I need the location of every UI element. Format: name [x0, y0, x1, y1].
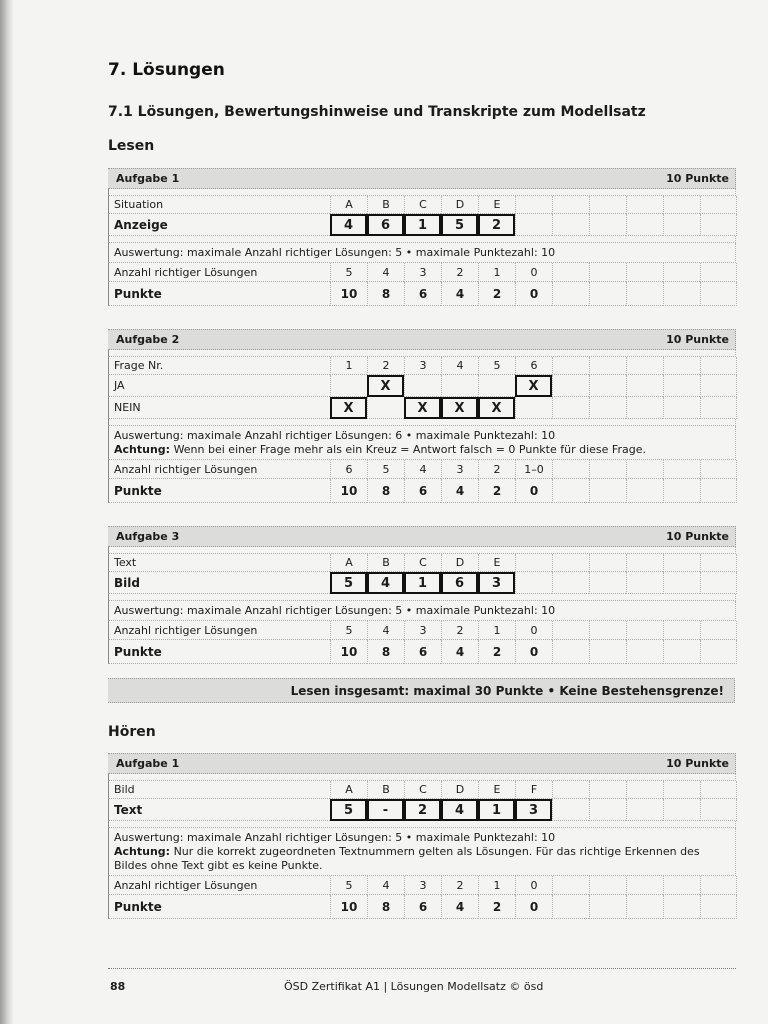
grid-cell	[515, 554, 552, 572]
task-header	[108, 753, 736, 774]
grid-cell	[626, 282, 663, 306]
grid-cell: 4	[441, 357, 478, 375]
grid-cell	[515, 196, 552, 214]
grid-cell	[552, 214, 589, 236]
grid-cell	[663, 282, 700, 306]
spacer	[108, 236, 736, 243]
grid-cell	[589, 479, 626, 503]
scoring-note: Auswertung: maximale Anzahl richtiger Lösungen: 5 • maximale Punktezahl: 10	[108, 601, 736, 621]
grid-cell: D	[441, 196, 478, 214]
grid-cell: 4	[367, 263, 404, 282]
grid-cell	[700, 895, 737, 919]
grid-cell	[663, 214, 700, 236]
grid-cell	[552, 781, 589, 799]
grid-cell: E	[478, 554, 515, 572]
grid-cell	[700, 460, 737, 479]
answer-grid	[108, 781, 736, 799]
grid-cell	[626, 781, 663, 799]
grid-cell: 8	[367, 895, 404, 919]
answer-box: 4	[330, 214, 367, 236]
hoeren-aufgabe-1	[108, 753, 736, 919]
scoring-grid	[108, 640, 736, 664]
grid-cell: 4	[441, 640, 478, 664]
grid-cell: B	[367, 554, 404, 572]
grid-cell	[552, 895, 589, 919]
answer-box: -	[367, 799, 404, 821]
answer-box: 6	[367, 214, 404, 236]
grid-cell	[663, 263, 700, 282]
grid-cell	[552, 799, 589, 821]
grid-cell	[663, 196, 700, 214]
grid-cell	[700, 554, 737, 572]
grid-cell	[663, 479, 700, 503]
grid-cell	[589, 214, 626, 236]
spacer	[108, 547, 736, 554]
grid-cell: 6	[404, 640, 441, 664]
grid-cell: 10	[330, 479, 367, 503]
grid-cell: 4	[404, 460, 441, 479]
grid-cell: 8	[367, 479, 404, 503]
grid-cell	[478, 375, 515, 397]
grid-cell	[552, 621, 589, 640]
answer-box: 3	[515, 799, 552, 821]
row-label: Anzahl richtiger Lösungen	[108, 460, 330, 479]
grid-cell	[663, 397, 700, 419]
grid-cell: 8	[367, 282, 404, 306]
row-label: NEIN	[108, 397, 330, 419]
summary-text: Lesen insgesamt: maximal 30 Punkte • Keine Bestehensgrenze!	[290, 683, 724, 698]
warning-line	[114, 845, 730, 873]
grid-cell	[663, 572, 700, 594]
scoring-grid	[108, 263, 736, 282]
grid-cell: 3	[404, 621, 441, 640]
grid-cell: 3	[441, 460, 478, 479]
grid-cell	[552, 479, 589, 503]
warning-label: Achtung:	[114, 443, 171, 456]
grid-cell: 2	[478, 460, 515, 479]
grid-cell	[663, 621, 700, 640]
task-header	[108, 329, 736, 350]
grid-cell	[700, 876, 737, 895]
scoring-note-line: Auswertung: maximale Anzahl richtiger Lösungen: 6 • maximale Punktezahl: 10	[114, 429, 556, 442]
grid-cell	[367, 397, 404, 419]
grid-cell	[626, 196, 663, 214]
row-label: Text	[108, 799, 330, 821]
grid-cell: 6	[404, 282, 441, 306]
grid-cell: 5	[330, 263, 367, 282]
row-label: Frage Nr.	[108, 357, 330, 375]
row-label: Anzahl richtiger Lösungen	[108, 876, 330, 895]
answer-grid	[108, 196, 736, 214]
spacer	[108, 774, 736, 781]
grid-cell	[663, 554, 700, 572]
grid-cell: 10	[330, 895, 367, 919]
grid-cell	[589, 895, 626, 919]
scoring-note	[108, 426, 736, 460]
grid-cell	[589, 375, 626, 397]
grid-cell: B	[367, 196, 404, 214]
grid-cell	[700, 196, 737, 214]
spacer	[108, 419, 736, 426]
grid-cell: C	[404, 196, 441, 214]
scoring-grid	[108, 895, 736, 919]
answer-box: 4	[367, 572, 404, 594]
grid-cell	[589, 876, 626, 895]
warning-text: Nur die korrekt zugeordneten Textnummern gelten als Lösungen. Für das richtige Erkennen des Bildes ohne Text gibt es keine Punkte.	[114, 845, 700, 872]
grid-cell: 4	[441, 282, 478, 306]
grid-cell	[626, 375, 663, 397]
grid-cell: 4	[367, 876, 404, 895]
answer-grid	[108, 397, 736, 419]
grid-cell: 5	[367, 460, 404, 479]
grid-cell	[626, 640, 663, 664]
page-number: 88	[110, 980, 126, 993]
lesen-aufgabe-3	[108, 526, 736, 664]
grid-cell: 6	[515, 357, 552, 375]
answer-grid	[108, 214, 736, 236]
task-title: Aufgabe 1	[116, 757, 180, 770]
grid-cell	[515, 214, 552, 236]
grid-cell: 2	[441, 621, 478, 640]
grid-cell: 2	[441, 876, 478, 895]
grid-cell: 0	[515, 282, 552, 306]
row-label: Punkte	[108, 640, 330, 664]
grid-cell	[663, 460, 700, 479]
grid-cell	[700, 479, 737, 503]
answer-grid	[108, 357, 736, 375]
grid-cell	[626, 895, 663, 919]
row-label: Bild	[108, 572, 330, 594]
grid-cell	[404, 375, 441, 397]
row-label: Bild	[108, 781, 330, 799]
grid-cell	[626, 799, 663, 821]
grid-cell	[552, 357, 589, 375]
grid-cell: 1–0	[515, 460, 552, 479]
grid-cell	[663, 375, 700, 397]
answer-box: X	[367, 375, 404, 397]
scoring-note	[108, 828, 736, 876]
grid-cell: 6	[404, 479, 441, 503]
grid-cell	[663, 781, 700, 799]
grid-cell: 2	[367, 357, 404, 375]
grid-cell: 5	[478, 357, 515, 375]
task-header	[108, 168, 736, 189]
answer-box: X	[441, 397, 478, 419]
grid-cell: 2	[478, 479, 515, 503]
grid-cell	[700, 781, 737, 799]
grid-cell: F	[515, 781, 552, 799]
grid-cell	[626, 460, 663, 479]
grid-cell	[552, 876, 589, 895]
grid-cell: 1	[478, 876, 515, 895]
grid-cell: 2	[441, 263, 478, 282]
grid-cell	[552, 397, 589, 419]
grid-cell	[515, 572, 552, 594]
task-points: 10 Punkte	[666, 172, 729, 185]
row-label: Punkte	[108, 479, 330, 503]
lesen-summary-bar	[108, 678, 735, 703]
answer-box: 1	[404, 572, 441, 594]
grid-cell	[700, 357, 737, 375]
row-label: Text	[108, 554, 330, 572]
spacer	[108, 594, 736, 601]
grid-cell: 0	[515, 479, 552, 503]
grid-cell	[589, 781, 626, 799]
warning-label: Achtung:	[114, 845, 171, 858]
answer-box: X	[515, 375, 552, 397]
grid-cell	[700, 572, 737, 594]
grid-cell: 10	[330, 640, 367, 664]
subchapter-title: 7.1 Lösungen, Bewertungshinweise und Transkripte zum Modellsatz	[108, 104, 646, 120]
grid-cell: 5	[330, 876, 367, 895]
scoring-grid	[108, 460, 736, 479]
grid-cell: 0	[515, 876, 552, 895]
task-title: Aufgabe 1	[116, 172, 180, 185]
grid-cell: 1	[478, 263, 515, 282]
grid-cell: 2	[478, 640, 515, 664]
grid-cell	[589, 640, 626, 664]
row-label: Anzahl richtiger Lösungen	[108, 263, 330, 282]
grid-cell	[626, 357, 663, 375]
scoring-note: Auswertung: maximale Anzahl richtiger Lösungen: 5 • maximale Punktezahl: 10	[108, 243, 736, 263]
grid-cell: D	[441, 554, 478, 572]
grid-cell: B	[367, 781, 404, 799]
grid-cell	[626, 876, 663, 895]
grid-cell: 6	[330, 460, 367, 479]
answer-grid	[108, 554, 736, 572]
scoring-note-line: Auswertung: maximale Anzahl richtiger Lösungen: 5 • maximale Punktezahl: 10	[114, 831, 556, 844]
row-label: Punkte	[108, 282, 330, 306]
grid-cell	[589, 282, 626, 306]
grid-cell	[700, 640, 737, 664]
grid-cell: D	[441, 781, 478, 799]
grid-cell: 10	[330, 282, 367, 306]
answer-grid	[108, 375, 736, 397]
grid-cell	[663, 799, 700, 821]
grid-cell	[552, 554, 589, 572]
task-title: Aufgabe 3	[116, 530, 180, 543]
answer-grid	[108, 799, 736, 821]
grid-cell: 4	[441, 479, 478, 503]
row-label: Punkte	[108, 895, 330, 919]
row-label: Anzeige	[108, 214, 330, 236]
footer-divider	[108, 968, 736, 969]
answer-box: X	[330, 397, 367, 419]
grid-cell	[700, 263, 737, 282]
grid-cell	[700, 375, 737, 397]
grid-cell: E	[478, 196, 515, 214]
section-heading-lesen: Lesen	[108, 138, 155, 154]
grid-cell	[552, 460, 589, 479]
answer-box: 5	[330, 572, 367, 594]
section-heading-hoeren: Hören	[108, 724, 156, 740]
grid-cell: 8	[367, 640, 404, 664]
grid-cell	[663, 357, 700, 375]
grid-cell	[589, 554, 626, 572]
grid-cell	[663, 876, 700, 895]
grid-cell	[700, 799, 737, 821]
grid-cell: 0	[515, 263, 552, 282]
scoring-grid	[108, 479, 736, 503]
grid-cell	[552, 282, 589, 306]
lesen-aufgabe-1	[108, 168, 736, 306]
grid-cell	[626, 621, 663, 640]
grid-cell: 3	[404, 876, 441, 895]
grid-cell	[663, 640, 700, 664]
grid-cell	[552, 640, 589, 664]
warning-text: Wenn bei einer Frage mehr als ein Kreuz = Antwort falsch = 0 Punkte für diese Frage.	[173, 443, 646, 456]
spacer	[108, 350, 736, 357]
grid-cell: 1	[478, 621, 515, 640]
grid-cell	[552, 572, 589, 594]
warning-line	[114, 443, 730, 457]
grid-cell	[626, 554, 663, 572]
grid-cell: C	[404, 554, 441, 572]
row-label: JA	[108, 375, 330, 397]
task-header	[108, 526, 736, 547]
scoring-grid	[108, 621, 736, 640]
task-points: 10 Punkte	[666, 757, 729, 770]
grid-cell	[626, 214, 663, 236]
grid-cell	[552, 263, 589, 282]
answer-box: 4	[441, 799, 478, 821]
grid-cell	[589, 263, 626, 282]
grid-cell: E	[478, 781, 515, 799]
grid-cell	[626, 479, 663, 503]
grid-cell	[515, 397, 552, 419]
row-label: Situation	[108, 196, 330, 214]
answer-box: X	[478, 397, 515, 419]
grid-cell	[589, 572, 626, 594]
answer-box: 5	[330, 799, 367, 821]
answer-box: 3	[478, 572, 515, 594]
task-title: Aufgabe 2	[116, 333, 180, 346]
grid-cell	[626, 572, 663, 594]
answer-box: 1	[404, 214, 441, 236]
grid-cell: A	[330, 196, 367, 214]
grid-cell: C	[404, 781, 441, 799]
grid-cell	[700, 282, 737, 306]
grid-cell: 1	[330, 357, 367, 375]
grid-cell	[589, 799, 626, 821]
scoring-grid	[108, 282, 736, 306]
grid-cell: 0	[515, 895, 552, 919]
grid-cell: 4	[367, 621, 404, 640]
grid-cell	[589, 357, 626, 375]
grid-cell: 0	[515, 621, 552, 640]
grid-cell	[663, 895, 700, 919]
row-label: Anzahl richtiger Lösungen	[108, 621, 330, 640]
grid-cell: 2	[478, 282, 515, 306]
grid-cell: 2	[478, 895, 515, 919]
grid-cell	[330, 375, 367, 397]
answer-box: 2	[404, 799, 441, 821]
answer-box: 5	[441, 214, 478, 236]
book-spine-shadow	[0, 0, 14, 1024]
grid-cell	[589, 397, 626, 419]
scoring-grid	[108, 876, 736, 895]
grid-cell: A	[330, 781, 367, 799]
answer-box: X	[404, 397, 441, 419]
chapter-title: 7. Lösungen	[108, 60, 225, 80]
grid-cell: A	[330, 554, 367, 572]
answer-box: 6	[441, 572, 478, 594]
grid-cell	[589, 460, 626, 479]
task-points: 10 Punkte	[666, 530, 729, 543]
grid-cell	[441, 375, 478, 397]
footer-text: ÖSD Zertifikat A1 | Lösungen Modellsatz © ösd	[284, 980, 544, 993]
answer-grid	[108, 572, 736, 594]
grid-cell	[552, 375, 589, 397]
spacer	[108, 189, 736, 196]
grid-cell	[626, 263, 663, 282]
grid-cell	[552, 196, 589, 214]
grid-cell: 3	[404, 263, 441, 282]
grid-cell	[700, 621, 737, 640]
grid-cell	[626, 397, 663, 419]
grid-cell	[589, 621, 626, 640]
task-points: 10 Punkte	[666, 333, 729, 346]
lesen-aufgabe-2	[108, 329, 736, 503]
answer-box: 2	[478, 214, 515, 236]
grid-cell	[700, 214, 737, 236]
grid-cell: 6	[404, 895, 441, 919]
grid-cell	[589, 196, 626, 214]
grid-cell: 5	[330, 621, 367, 640]
grid-cell	[700, 397, 737, 419]
grid-cell: 0	[515, 640, 552, 664]
spacer	[108, 821, 736, 828]
grid-cell: 3	[404, 357, 441, 375]
answer-box: 1	[478, 799, 515, 821]
grid-cell: 4	[441, 895, 478, 919]
